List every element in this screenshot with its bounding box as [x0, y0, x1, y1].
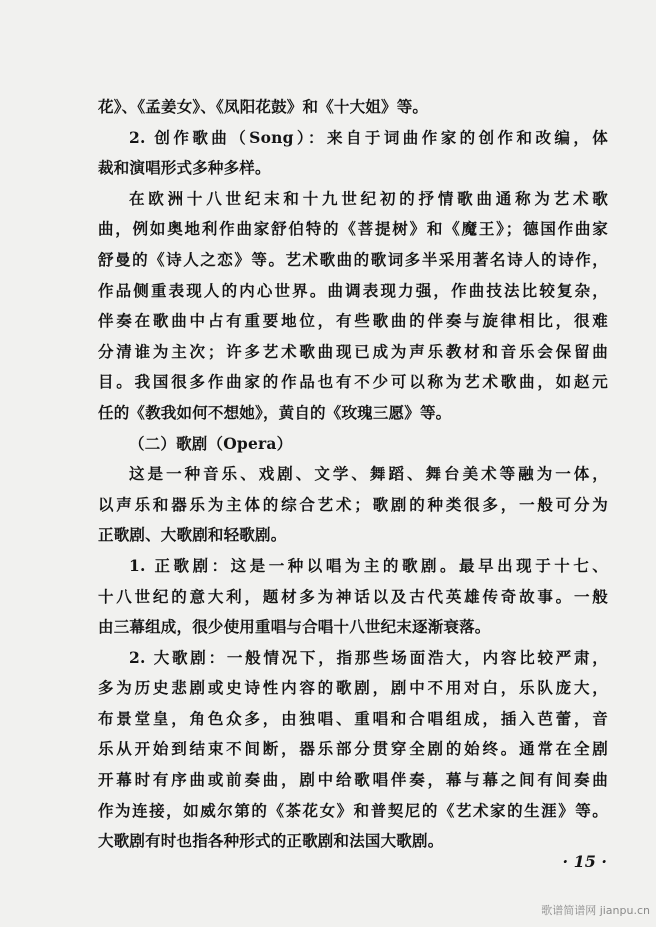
- text-line: 目。我国很多作曲家的作品也有不少可以称为艺术歌曲，如赵元: [98, 372, 608, 392]
- text-line: 这是一种音乐、戏剧、文学、舞蹈、舞台美术等融为一体，: [129, 464, 608, 484]
- text-line: 以声乐和器乐为主体的综合艺术；歌剧的种类很多，一般可分为: [98, 494, 608, 514]
- text-line: 乐从开始到结束不间断，器乐部分贯穿全剧的始终。通常在全剧: [98, 739, 608, 759]
- text-line: 伴奏在歌曲中占有重要地位，有些歌曲的伴奏与旋律相比，很难: [98, 311, 608, 331]
- text-line: 2. 创作歌曲（Song）：来自于词曲作家的创作和改编，体: [129, 127, 608, 147]
- text-line: 由三幕组成，很少使用重唱与合唱十八世纪末逐渐衰落。: [98, 617, 491, 637]
- text-line: 裁和演唱形式多种多样。: [98, 158, 271, 178]
- page-number: · 15 ·: [562, 852, 607, 871]
- section-heading: （二）歌剧（Opera）: [129, 433, 293, 453]
- text-line: 多为历史悲剧或史诗性内容的歌剧，剧中不用对白，乐队庞大，: [98, 678, 608, 698]
- body-text: [98, 92, 608, 857]
- text-line: 十八世纪的意大利，题材多为神话以及古代英雄传奇故事。一般: [98, 586, 608, 606]
- text-line: 在欧洲十八世纪末和十九世纪初的抒情歌曲通称为艺术歌: [129, 188, 608, 208]
- text-line: 花》、《孟姜女》、《凤阳花鼓》和《十大姐》等。: [98, 97, 429, 116]
- text-line: 布景堂皇，角色众多，由独唱、重唱和合唱组成，插入芭蕾，音: [98, 708, 608, 728]
- text-line: 1. 正歌剧：这是一种以唱为主的歌剧。最早出现于十七、: [129, 555, 608, 575]
- text-line: 任的《教我如何不想她》，黄自的《玫瑰三愿》等。: [98, 402, 452, 422]
- text-line: 正歌剧、大歌剧和轻歌剧。: [98, 525, 287, 545]
- text-line: 作为连接，如威尔第的《茶花女》和普契尼的《艺术家的生涯》等。: [98, 800, 608, 820]
- text-line: 开幕时有序曲或前奏曲，剧中给歌唱伴奏，幕与幕之间有间奏曲: [98, 770, 608, 790]
- text-line: 大歌剧有时也指各种形式的正歌剧和法国大歌剧。: [98, 831, 444, 851]
- text-line: 舒曼的《诗人之恋》等。艺术歌曲的歌词多半采用著名诗人的诗作，: [98, 249, 608, 269]
- text-line: 曲，例如奥地利作曲家舒伯特的《菩提树》和《魔王》；德国作曲家: [98, 219, 608, 239]
- text-line: 分清谁为主次；许多艺术歌曲现已成为声乐教材和音乐会保留曲: [98, 341, 608, 361]
- text-line: 2. 大歌剧：一般情况下，指那些场面浩大，内容比较严肃，: [129, 647, 608, 667]
- watermark: 歌谱简谱网 jianpu.cn: [541, 904, 650, 917]
- text-line: 作品侧重表现人的内心世界。曲调表现力强，作曲技法比较复杂，: [98, 280, 608, 300]
